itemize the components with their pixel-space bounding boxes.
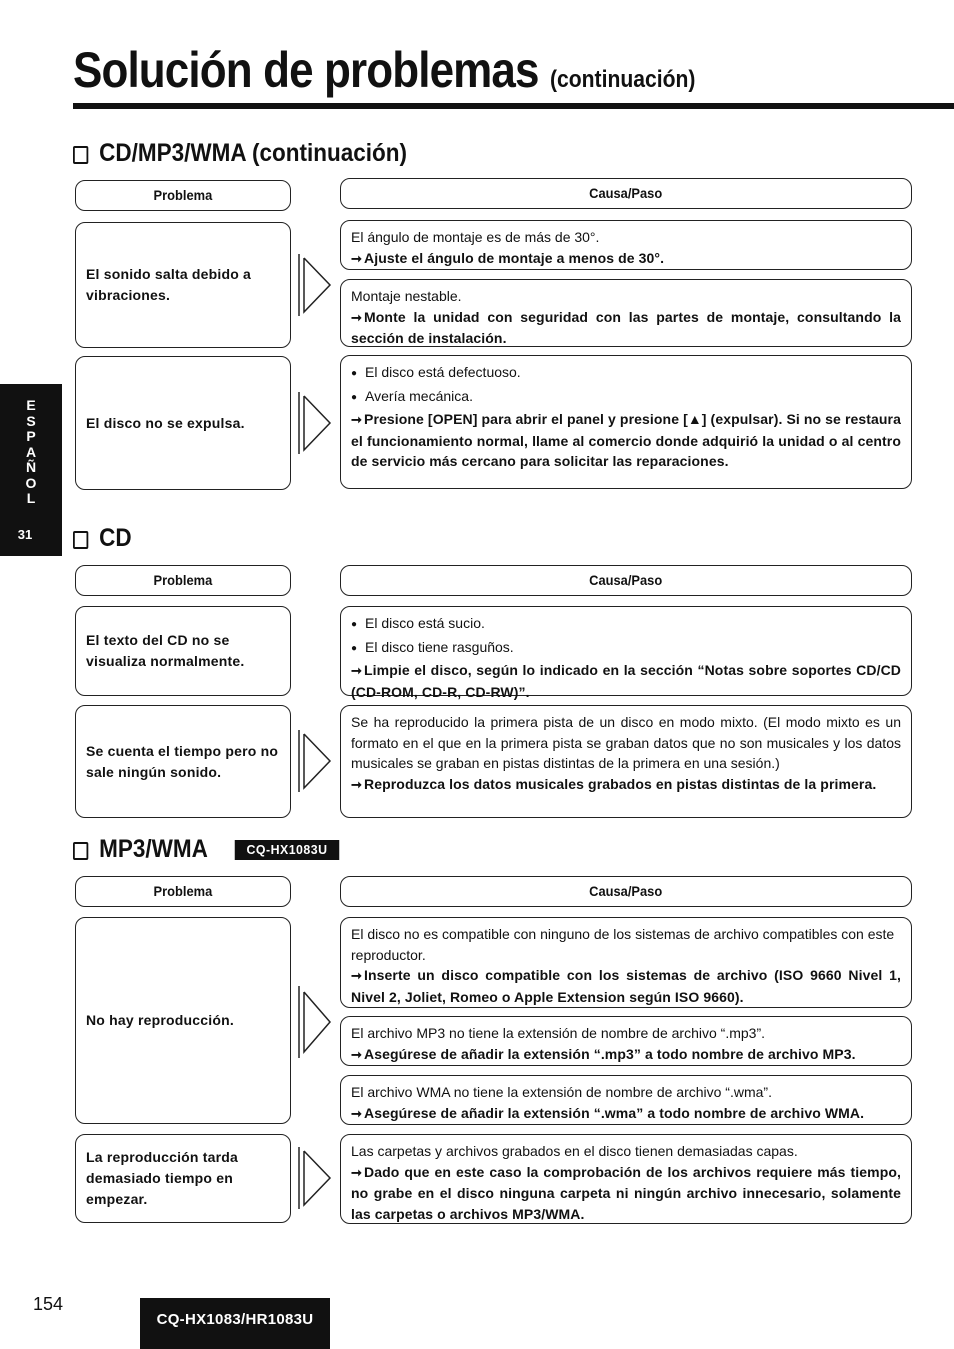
problem-text: El texto del CD no se visualiza normalmente.	[86, 632, 245, 669]
side-tab-letter: P	[26, 428, 36, 444]
cause-box	[340, 1075, 912, 1125]
arrow-right-icon	[298, 730, 334, 792]
problem-box	[75, 705, 291, 818]
problem-column-header: Problema	[75, 565, 291, 596]
action-text: ➞ Limpie el disco, según lo indicado en la sección “Notas sobre soportes CD/CD (CD-ROM, CD-R, CD-RW)”.	[351, 660, 901, 702]
action-text: ➞ Inserte un disco compatible con los sistemas de archivo (ISO 9660 Nivel 1, Nivel 2, Joliet, Romeo o Apple Extension según ISO 9660).	[351, 965, 901, 1007]
section-heading-cd: CD	[73, 523, 132, 553]
problem-text: El sonido salta debido a vibraciones.	[86, 266, 252, 303]
section-heading-cd-mp3-wma: CD/MP3/WMA (continuación)	[73, 138, 407, 168]
side-tab-letter: O	[25, 474, 37, 491]
action-text: ➞ Ajuste el ángulo de montaje a menos de 30°.	[351, 248, 901, 270]
cause-bullet-text: ● El disco tiene rasguños.	[351, 637, 901, 661]
cause-column-header: Causa/Paso	[340, 565, 912, 596]
problem-column-header: Problema	[75, 876, 291, 907]
problem-text: El disco no se expulsa.	[86, 414, 245, 431]
page-title-main: Solución de problemas	[73, 42, 539, 98]
side-tab-letters	[0, 398, 62, 507]
cause-text: El ángulo de montaje es de más de 30°.	[351, 229, 600, 245]
cause-box	[340, 917, 912, 1008]
problem-text: La reproducción tarda demasiado tiempo en empezar.	[86, 1149, 239, 1207]
page-title	[73, 40, 695, 110]
side-tab-letter: E	[26, 397, 36, 413]
problem-column-header: Problema	[75, 180, 291, 211]
cause-box	[340, 705, 912, 818]
title-rule	[73, 103, 954, 109]
arrow-right-icon	[298, 1147, 334, 1209]
language-side-tab	[0, 384, 62, 556]
cause-bullet-text: ● Avería mecánica.	[351, 386, 901, 410]
cause-box	[340, 606, 912, 700]
side-tab-letter: L	[26, 490, 36, 506]
cause-box	[340, 1016, 912, 1066]
cause-column-header: Causa/Paso	[340, 178, 912, 209]
problem-box	[75, 1134, 291, 1223]
cause-box	[340, 355, 912, 489]
cause-text: Montaje nestable.	[351, 288, 462, 304]
cause-text: Se ha reproducido la primera pista de un disco en modo mixto. (El modo mixto es un formato en el que en la primera pista se graban datos que no son musicales y los datos musicales se graban en pistas distintas de la primera en una sesión.)	[351, 714, 901, 772]
page-number: 154	[33, 1294, 64, 1314]
problem-box	[75, 606, 291, 696]
cause-bullet-text: ● El disco está defectuoso.	[351, 362, 901, 386]
problem-text: No hay reproducción.	[86, 1012, 234, 1028]
action-text: ➞ Monte la unidad con seguridad con las partes de montaje, consultando la sección de instalación.	[351, 307, 901, 349]
problem-box	[75, 917, 291, 1124]
section-heading-mp3-wma: MP3/WMA	[73, 834, 208, 864]
arrow-right-icon	[298, 986, 334, 1058]
problem-text: Se cuenta el tiempo pero no sale ningún sonido.	[86, 742, 279, 780]
cause-column-header: Causa/Paso	[340, 876, 912, 907]
cause-box	[340, 220, 912, 270]
square-bullet-icon	[73, 842, 88, 860]
square-bullet-icon	[73, 531, 88, 549]
cause-text: El archivo MP3 no tiene la extensión de nombre de archivo “.mp3”.	[351, 1025, 765, 1041]
cause-text: El archivo WMA no tiene la extensión de nombre de archivo “.wma”.	[351, 1084, 772, 1100]
action-text: ➞ Dado que en este caso la comprobación de los archivos requiere más tiempo, no grabe en el disco ninguna carpeta ni ningún archivo innecesario, solamente las carpetas o archivos MP3/WMA.	[351, 1162, 901, 1225]
arrow-right-icon	[298, 392, 334, 454]
side-tab-number: 31	[17, 527, 33, 542]
cause-box	[340, 1134, 912, 1224]
model-footer-label: CQ-HX1083/HR1083U	[140, 1298, 330, 1349]
problem-box	[75, 356, 291, 490]
model-badge: CQ-HX1083U	[235, 840, 340, 860]
action-text: ➞ Presione [OPEN] para abrir el panel y presione [▲] (expulsar). Si no se restaura el funcionamiento normal, llame al comercio donde adquirió la unidad o al centro de servicio más cercano para solicitar las reparaciones.	[351, 409, 901, 472]
side-tab-letter: Ñ	[25, 459, 37, 475]
action-text: ➞ Asegúrese de añadir la extensión “.mp3” a todo nombre de archivo MP3.	[351, 1044, 901, 1066]
cause-text: Las carpetas y archivos grabados en el disco tienen demasiadas capas.	[351, 1143, 798, 1159]
page-title-sub: (continuación)	[549, 66, 696, 93]
square-bullet-icon	[73, 146, 88, 164]
arrow-right-icon	[298, 254, 334, 316]
side-tab-letter: A	[25, 443, 37, 460]
cause-box	[340, 279, 912, 347]
problem-box	[75, 222, 291, 348]
cause-bullet-text: ● El disco está sucio.	[351, 613, 901, 637]
cause-text: El disco no es compatible con ninguno de los sistemas de archivo compatibles con este reproductor.	[351, 926, 895, 963]
action-text: ➞ Asegúrese de añadir la extensión “.wma” a todo nombre de archivo WMA.	[351, 1103, 901, 1125]
side-tab-letter: S	[26, 412, 36, 429]
action-text: ➞ Reproduzca los datos musicales grabados en pistas distintas de la primera.	[351, 774, 901, 796]
